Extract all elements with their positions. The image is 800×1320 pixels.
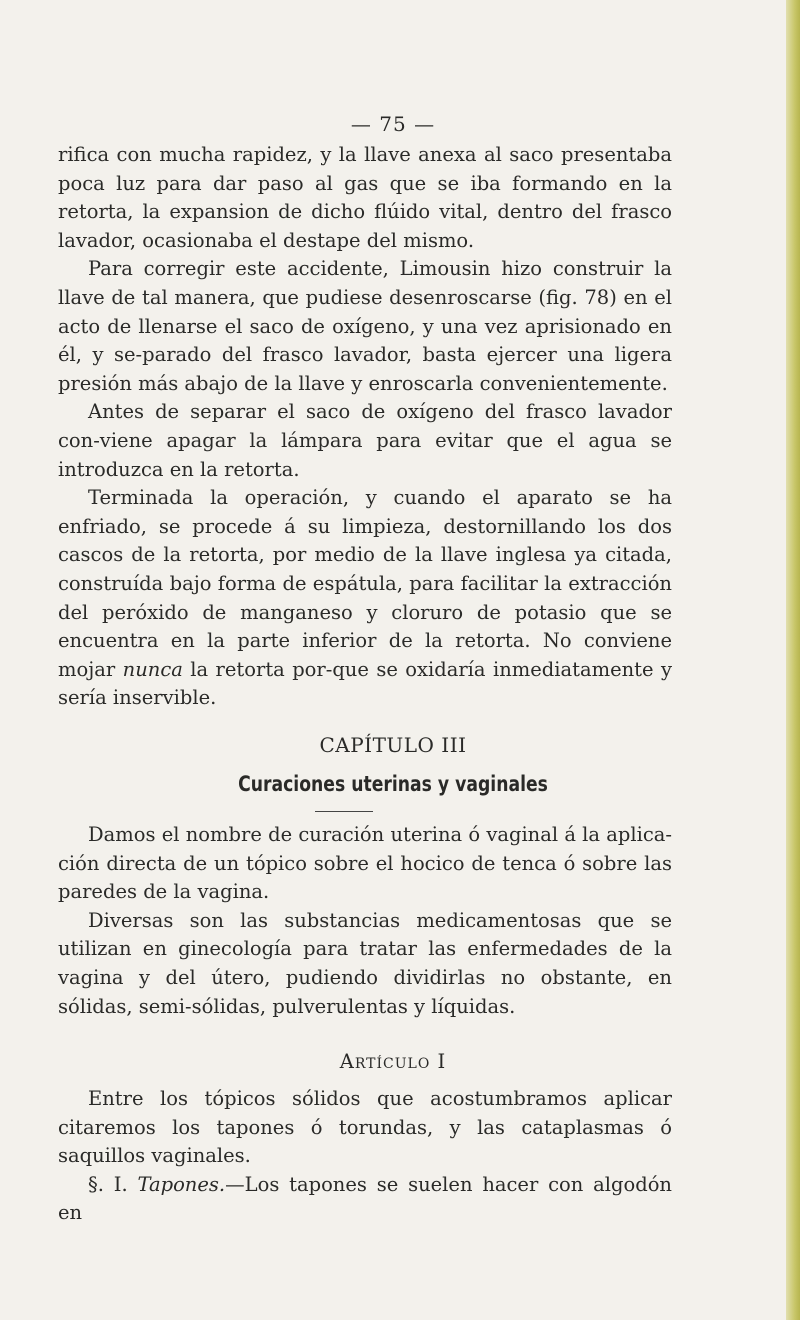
subsection-title: Tapones. — [137, 1172, 226, 1196]
paragraph-8 — [58, 1171, 672, 1228]
emphasis-word: nunca — [122, 657, 183, 681]
paragraph-1: rifica con mucha rapidez, y la llave anexa al saco presentaba poca luz para dar paso al gas que se iba formando en la retorta, la expansion de dicho flúido vital, dentro del frasco lavador, ocasionaba el destape del mismo. — [58, 143, 672, 252]
paragraph-7: Entre los tópicos sólidos que acostumbramos aplicar citaremos los tapones ó torundas, y las cataplasmas ó saquillos vaginales. — [58, 1087, 672, 1168]
paragraph-5: Damos el nombre de curación uterina ó vaginal á la aplica-ción directa de un tópico sobre el hocico de tenca ó sobre las paredes de la vagina. — [58, 823, 672, 904]
divider — [315, 811, 373, 812]
page-edge — [786, 0, 800, 1320]
paragraph-2: Para corregir este accidente, Limousin hizo construir la llave de tal manera, que pudiese desenroscarse (fig. 78) en el acto de llenarse el saco de oxígeno, y una vez aprisionado en él, y se-parado del frasco lavador, basta ejercer una ligera presión más abajo de la llave y enroscarla convenientemente. — [58, 257, 672, 395]
paragraph-8-text: —Los tapones se suelen hacer con algodón en — [58, 1172, 672, 1225]
paragraph-4-end: la retorta por-que se oxidaría inmediatamente y sería inservible. — [58, 657, 672, 710]
paragraph-6: Diversas son las substancias medicamentosas que se utilizan en ginecología para tratar las enfermedades de la vagina y del útero, pudiendo dividirlas no obstante, en sólidas, semi-sólidas, pulverulentas y líquidas. — [58, 908, 672, 1018]
article-title: Artículo I — [339, 1050, 447, 1073]
paragraph-4-text: Terminada la operación, y cuando el aparato se ha enfriado, se procede á su limpieza, destornillando los dos cascos de la retorta, por medio de la llave inglesa ya citada, construída bajo forma de espátula, para facilitar la extracción del peróxido de manganeso y cloruro de potasio que se encuentra en la parte inferior de la retorta. No conviene mojar — [58, 486, 672, 681]
section-mark: §. I. — [88, 1172, 138, 1196]
text-block-bottom — [58, 1085, 672, 1228]
chapter-title: CAPÍTULO III — [319, 733, 467, 757]
text-block-top — [58, 141, 672, 713]
page-number: — 75 — — [350, 112, 436, 136]
paragraph-4 — [58, 484, 672, 713]
paragraph-3: Antes de separar el saco de oxígeno del frasco lavador con-viene apagar la lámpara para evitar que el agua se introduzca en la retorta. — [58, 400, 672, 481]
text-block-middle — [58, 821, 672, 1021]
section-heading: Curaciones uterinas y vaginales — [238, 772, 548, 796]
